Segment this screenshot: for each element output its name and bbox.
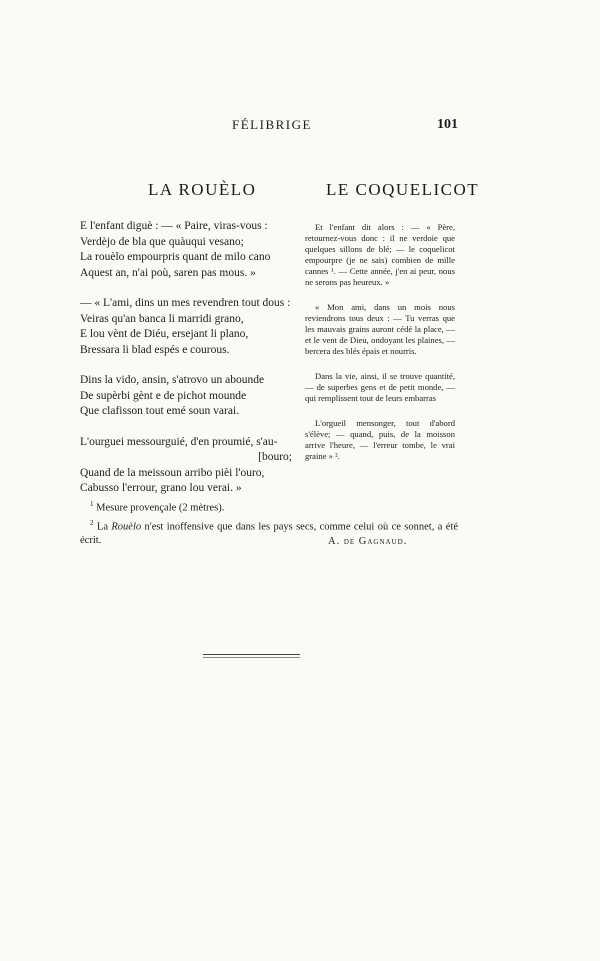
verse-line: E l'enfant diguè : — « Paire, viras-vous : [80, 220, 268, 232]
author-signature: A. de Gagnaud. [328, 536, 408, 547]
verse-line: La rouèlo empourpris quant de milo cano [80, 251, 271, 263]
verse-line: — « L'ami, dins un mes revendren tout dous : [80, 297, 291, 309]
poem-title-french: LE COQUELICOT [326, 180, 480, 199]
provencal-poem [80, 219, 295, 512]
footnote-mark: 1 [90, 500, 94, 508]
footnote-italic-word: Rouèlo [111, 521, 142, 532]
running-title: FÉLIBRIGE [232, 117, 312, 132]
end-rule [203, 654, 300, 655]
translation-paragraph-1: Et l'enfant dit alors : — « Père, retournez-vous donc : il ne verdoie que quelques sillons de blé; — le coquelicot empourpre (je ne sais) combien de mille cannes ¹. — Cette année, j'en ai peur, nous ne serons pas heureux. » [305, 222, 455, 287]
stanza-4 [80, 435, 295, 497]
footnote-1 [80, 497, 458, 516]
stanza-2 [80, 296, 295, 358]
verse-line: De supèrbi gènt e de pichot mounde [80, 389, 247, 402]
footnote-text: n'est inoffensive que dans les pays secs, comme celui où ce sonnet, a été écrit. [80, 521, 459, 546]
stanza-3 [80, 373, 295, 420]
french-translation [305, 222, 455, 476]
end-rule [203, 657, 300, 658]
verse-line: Aquest an, n'ai poù, saren pas mous. » [80, 266, 256, 279]
verse-line: Dins la vido, ansin, s'atrovo un abounde [80, 374, 265, 386]
verse-line: Cabusso l'errour, grano lou verai. » [80, 482, 242, 494]
footnote-mark: 2 [90, 518, 94, 527]
footnote-text: Mesure provençale (2 mètres). [96, 502, 225, 514]
page-number: 101 [437, 117, 458, 132]
verse-line: Verdèjo de bla que quàuqui vesano; [80, 235, 244, 248]
verse-line: Que clafisson tout emé soun varai. [80, 405, 240, 417]
translation-paragraph-2: « Mon ami, dans un mois nous reviendrons tous deux : — Tu verras que les mauvais grains auront cédé la place, — et le vent de Dieu, ondoyant les plaines, — bercera des blés épais et nourris. [305, 302, 455, 356]
running-head [0, 117, 600, 135]
translation-paragraph-4: L'orgueil mensonger, tout d'abord s'élève; — quand, puis, de la moisson arrive l'heure, — l'erreur tombe, le vrai graine » ². [305, 418, 455, 461]
translation-paragraph-3: Dans la vie, ainsi, il se trouve quantité, — de superbes gens et de petit monde, — qui remplissent tout de leurs embarras [305, 371, 455, 403]
verse-line: Quand de la meissoun arribo pièi l'ouro, [80, 466, 265, 479]
verse-line: L'ourguei messourguié, d'en proumié, s'au- [80, 435, 278, 448]
verse-line: Veiras qu'an banca li marridi grano, [80, 312, 244, 325]
poem-title-provencal: LA ROUÈLO [148, 180, 257, 199]
verse-line: E lou vènt de Diéu, ersejant li plano, [80, 328, 249, 340]
stanza-1 [80, 219, 295, 281]
verse-line-continuation: [bouro; [258, 451, 292, 463]
footnote-text: La [96, 521, 108, 532]
verse-line: Bressara li blad espés e courous. [80, 343, 230, 356]
